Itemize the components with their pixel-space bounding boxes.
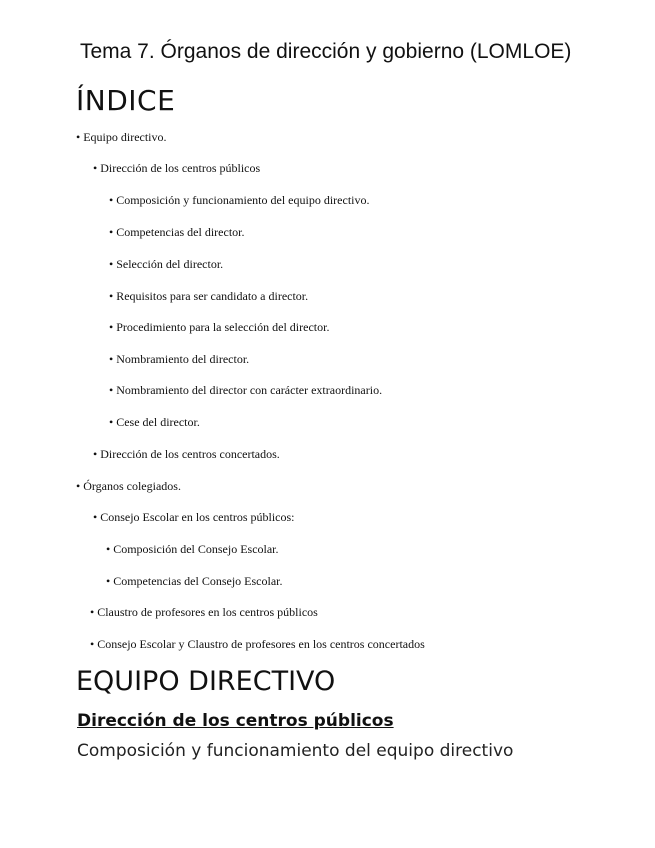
toc-item-composicion-equipo <box>109 193 370 208</box>
bullet-icon: • <box>106 542 111 556</box>
toc-item-consejo-escolar-publicos <box>93 510 295 525</box>
bullet-icon: • <box>109 320 114 334</box>
toc-item-claustro-publicos <box>90 605 318 620</box>
bullet-icon: • <box>109 257 114 271</box>
bullet-icon: • <box>93 510 98 524</box>
toc-item-composicion-consejo <box>106 542 279 557</box>
toc-item-label: Nombramiento del director. <box>116 352 250 366</box>
toc-item-label: Nombramiento del director con carácter extraordinario. <box>116 383 383 397</box>
toc-item-label: Equipo directivo. <box>83 130 167 144</box>
toc-item-competencias-consejo <box>106 574 283 589</box>
toc-item-label: Competencias del Consejo Escolar. <box>113 574 283 588</box>
toc-item-competencias-director <box>109 225 245 240</box>
toc-item-nombramiento <box>109 352 249 367</box>
subsubsection-heading: Composición y funcionamiento del equipo directivo <box>77 741 514 761</box>
toc-item-label: Selección del director. <box>116 257 224 271</box>
toc-item-procedimiento <box>109 320 329 335</box>
index-heading: ÍNDICE <box>76 84 176 117</box>
toc-item-nombramiento-extraordinario <box>109 383 382 398</box>
toc-item-label: Claustro de profesores en los centros públicos <box>97 605 318 619</box>
toc-item-label: Requisitos para ser candidato a director. <box>116 289 309 303</box>
bullet-icon: • <box>76 130 81 144</box>
toc-item-seleccion-director <box>109 257 223 272</box>
subsection-heading: Dirección de los centros públicos <box>77 711 394 731</box>
bullet-icon: • <box>90 605 95 619</box>
toc-item-label: Procedimiento para la selección del director. <box>116 320 330 334</box>
toc-item-label: Cese del director. <box>116 415 200 429</box>
bullet-icon: • <box>109 352 114 366</box>
toc-item-label: Composición del Consejo Escolar. <box>113 542 279 556</box>
section-heading: EQUIPO DIRECTIVO <box>76 666 336 697</box>
bullet-icon: • <box>109 225 114 239</box>
bullet-icon: • <box>109 289 114 303</box>
toc-item-label: Dirección de los centros concertados. <box>100 447 280 461</box>
toc-item-equipo-directivo <box>76 130 167 145</box>
toc-item-label: Competencias del director. <box>116 225 245 239</box>
bullet-icon: • <box>90 637 95 651</box>
bullet-icon: • <box>93 161 98 175</box>
toc-item-cese <box>109 415 200 430</box>
toc-item-label: Consejo Escolar en los centros públicos: <box>100 510 295 524</box>
toc-item-requisitos <box>109 289 308 304</box>
toc-item-organos-colegiados <box>76 479 181 494</box>
toc-item-label: Dirección de los centros públicos <box>100 161 261 175</box>
bullet-icon: • <box>109 415 114 429</box>
toc-item-label: Composición y funcionamiento del equipo directivo. <box>116 193 370 207</box>
toc-item-direccion-concertados <box>93 447 280 462</box>
toc-item-label: Consejo Escolar y Claustro de profesores en los centros concertados <box>97 637 425 651</box>
bullet-icon: • <box>93 447 98 461</box>
toc-item-direccion-publicos <box>93 161 260 176</box>
toc-item-consejo-claustro-concertados <box>90 637 425 652</box>
bullet-icon: • <box>106 574 111 588</box>
bullet-icon: • <box>76 479 81 493</box>
bullet-icon: • <box>109 193 114 207</box>
toc-item-label: Órganos colegiados. <box>83 479 181 493</box>
bullet-icon: • <box>109 383 114 397</box>
document-title: Tema 7. Órganos de dirección y gobierno (LOMLOE) <box>80 40 572 63</box>
